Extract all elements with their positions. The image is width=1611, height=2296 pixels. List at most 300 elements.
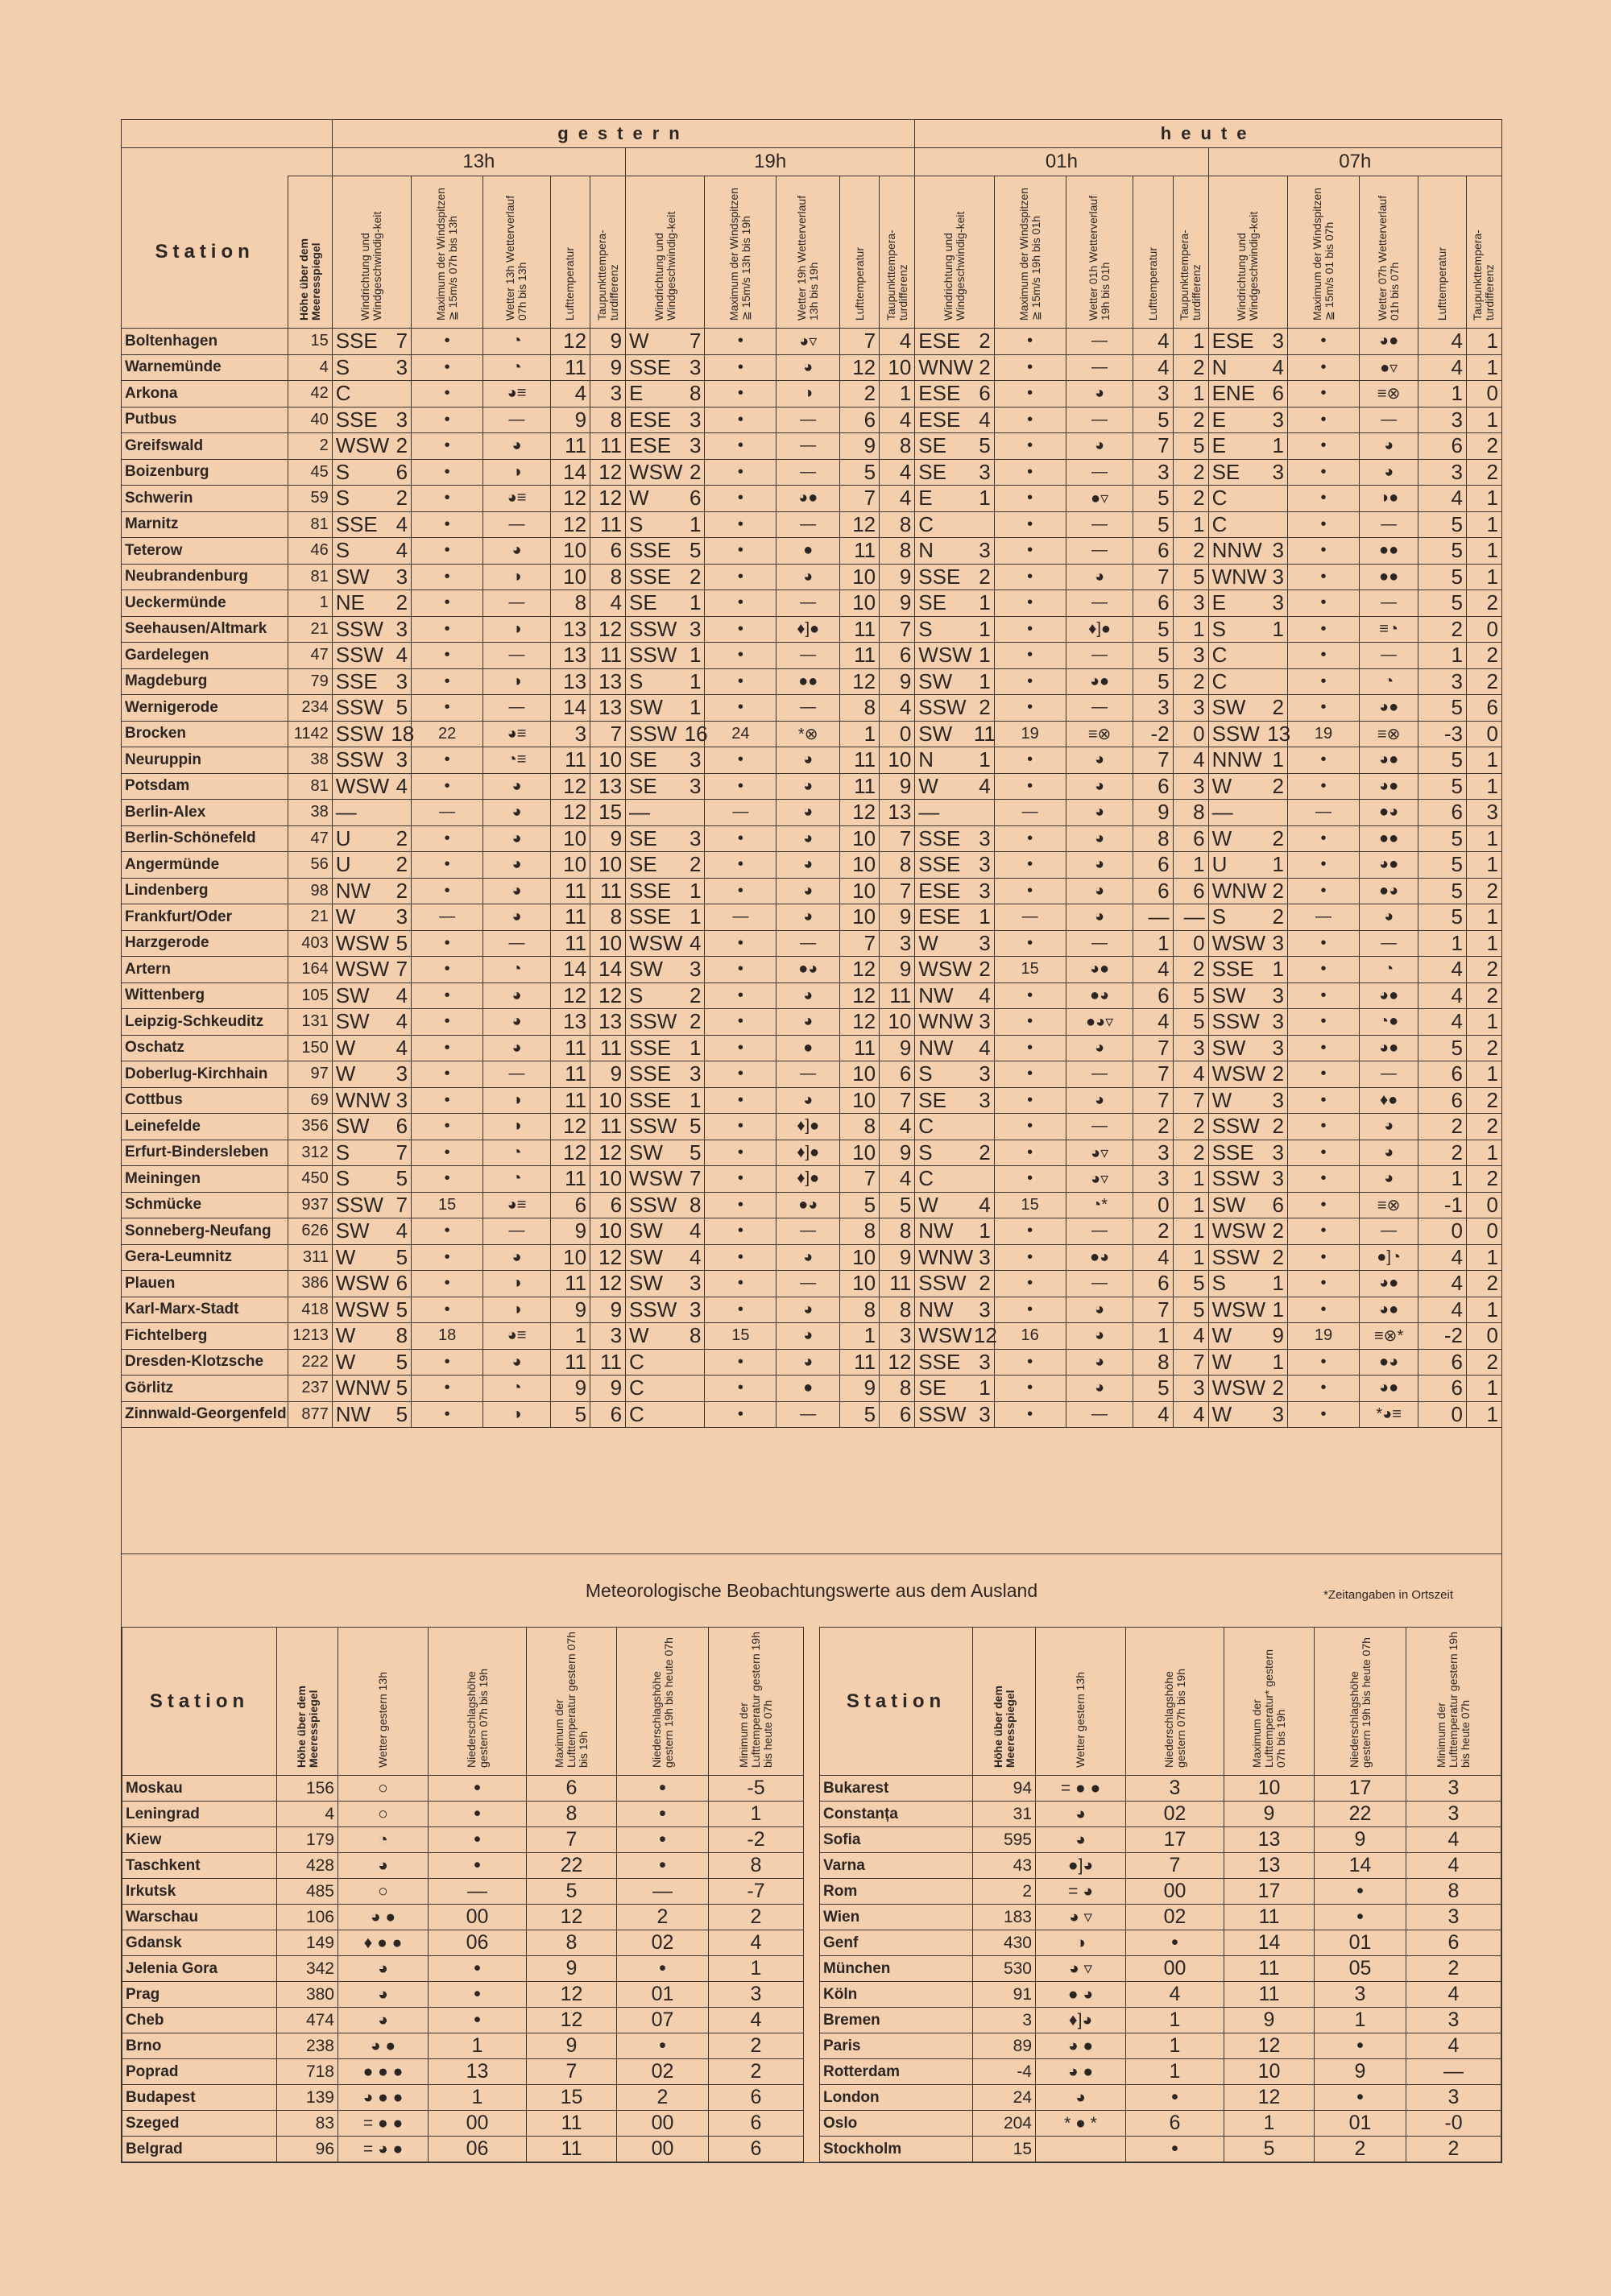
cell-station: Marnitz <box>122 511 288 538</box>
cell-weather-01: — <box>1066 1114 1133 1140</box>
cell-height: 2 <box>973 1879 1036 1905</box>
cell-dew-07: 2 <box>1466 1035 1501 1061</box>
cell-gust-19: • <box>705 643 777 669</box>
cell-precip-day: 1 <box>1126 2008 1224 2033</box>
cell-wind-speed-13: 6 <box>387 1114 411 1140</box>
cell-dew-01: 2 <box>1173 957 1208 983</box>
cell-wind-speed-07: 3 <box>1264 1009 1287 1036</box>
cell-wind-dir-19: SSE <box>626 1061 681 1088</box>
cell-weather-07: ≡⊗ <box>1359 1192 1418 1218</box>
cell-max-temp: 12 <box>1224 2085 1315 2111</box>
cell-temp-13: 9 <box>550 1218 590 1245</box>
dew-19-header: Taupunkttempera-turdifferenz <box>880 176 915 329</box>
cell-gust-07: • <box>1288 878 1360 904</box>
cell-min-temp: -2 <box>709 1827 804 1853</box>
cell-gust-07: • <box>1288 329 1360 355</box>
cell-wind-dir-13: NE <box>332 590 387 617</box>
cell-wind-speed-01: 3 <box>971 930 994 957</box>
cell-precip-day: 00 <box>1126 1879 1224 1905</box>
cell-precip-day: • <box>429 1776 527 1802</box>
cell-weather-13: ◑ <box>483 1087 551 1114</box>
cell-wind-dir-07: WNW <box>1208 564 1264 590</box>
cell-dew-19: 8 <box>880 852 915 879</box>
cell-station: Kiew <box>122 1827 277 1853</box>
cell-wind-speed-07: 2 <box>1264 878 1287 904</box>
cell-weather-19: ♦]● <box>777 616 840 643</box>
cell-wind-speed-13: 7 <box>387 1192 411 1218</box>
header-time-13h: 13h <box>332 148 625 176</box>
cell-dew-19: 4 <box>880 486 915 512</box>
cell-temp-01: 3 <box>1133 381 1173 407</box>
cell-dew-01: — <box>1173 904 1208 931</box>
cell-height: 356 <box>288 1114 332 1140</box>
cell-gust-07: • <box>1288 1087 1360 1114</box>
table-row <box>122 1879 804 1905</box>
cell-wind-speed-13: 5 <box>387 930 411 957</box>
cell-height: 2 <box>288 433 332 460</box>
cell-dew-01: 5 <box>1173 433 1208 460</box>
cell-temp-07: 2 <box>1418 616 1467 643</box>
cell-min-temp: 2 <box>1406 1956 1501 1982</box>
cell-wind-speed-01: 2 <box>971 354 994 381</box>
cell-temp-07: 5 <box>1418 747 1467 774</box>
cell-gust-01: — <box>994 904 1066 931</box>
cell-min-temp: 6 <box>709 2111 804 2137</box>
cell-wind-dir-13: S <box>332 538 387 565</box>
cell-weather-13: ◕ <box>483 878 551 904</box>
cell-wind-speed-19: 5 <box>681 538 705 565</box>
cell-wind-speed-07 <box>1264 668 1287 695</box>
cell-dew-19: 6 <box>880 1401 915 1428</box>
cell-wind-dir-01: SW <box>915 668 971 695</box>
cell-weather-13: ◑ <box>483 1401 551 1428</box>
cell-station: Leinefelde <box>122 1114 288 1140</box>
cell-gust-13: • <box>412 1349 483 1376</box>
cell-weather-01: ◕ <box>1066 1035 1133 1061</box>
table-row <box>122 1297 1502 1323</box>
cell-precip-night: 07 <box>617 2008 709 2033</box>
cell-gust-01: • <box>994 354 1066 381</box>
cell-temp-19: 7 <box>839 1166 879 1193</box>
table-row <box>122 1776 804 1802</box>
cell-gust-01: • <box>994 878 1066 904</box>
cell-temp-01: 7 <box>1133 1035 1173 1061</box>
cell-dew-07: 2 <box>1466 983 1501 1009</box>
cell-wind-dir-07: SW <box>1208 695 1264 722</box>
cell-temp-07: 1 <box>1418 1166 1467 1193</box>
cell-station: Magdeburg <box>122 668 288 695</box>
cell-weather-01: — <box>1066 930 1133 957</box>
cell-weather-13: ◕ <box>483 433 551 460</box>
cell-weather: ◕ <box>338 1982 429 2008</box>
cell-gust-19: • <box>705 1401 777 1428</box>
cell-height: 97 <box>288 1061 332 1088</box>
cell-wind-dir-13: W <box>332 1035 387 1061</box>
cell-dew-19: 8 <box>880 1297 915 1323</box>
cell-wind-speed-01: 3 <box>971 1061 994 1088</box>
cell-weather-19: ◕ <box>777 878 840 904</box>
cell-temp-19: 10 <box>839 852 879 879</box>
cell-gust-19: • <box>705 1244 777 1271</box>
cell-gust-13: • <box>412 825 483 852</box>
cell-wind-dir-13: SSW <box>332 695 387 722</box>
dew-13-header: Taupunkttempera-turdifferenz <box>590 176 626 329</box>
cell-min-temp: 3 <box>709 1982 804 2008</box>
cell-wind-dir-01: ESE <box>915 407 971 433</box>
cell-wind-speed-07: 3 <box>1264 1401 1287 1428</box>
cell-precip-day: • <box>429 1853 527 1879</box>
cell-min-temp: 4 <box>709 1930 804 1956</box>
cell-dew-19: 9 <box>880 773 915 800</box>
cell-wind-dir-01: SE <box>915 1087 971 1114</box>
cell-temp-19: 9 <box>839 433 879 460</box>
cell-weather-07: — <box>1359 511 1418 538</box>
cell-wind-dir-13: W <box>332 1244 387 1271</box>
cell-gust-07: • <box>1288 1114 1360 1140</box>
table-row <box>122 668 1502 695</box>
cell-dew-19: 7 <box>880 616 915 643</box>
cell-wind-dir-19: SSW <box>626 721 681 747</box>
cell-temp-07: -2 <box>1418 1323 1467 1350</box>
cell-dew-19: 9 <box>880 564 915 590</box>
cell-wind-speed-01: 1 <box>971 747 994 774</box>
cell-dew-01: 2 <box>1173 407 1208 433</box>
cell-temp-01: 4 <box>1133 1009 1173 1036</box>
cell-gust-19: • <box>705 983 777 1009</box>
cell-wind-speed-07: 1 <box>1264 747 1287 774</box>
cell-wind-dir-01: SE <box>915 433 971 460</box>
cell-height: -4 <box>973 2059 1036 2085</box>
cell-wind-dir-13: WNW <box>332 1087 387 1114</box>
table-row <box>122 1349 1502 1376</box>
cell-dew-01: 1 <box>1173 1166 1208 1193</box>
cell-wind-dir-13: SSW <box>332 1192 387 1218</box>
cell-height: 38 <box>288 747 332 774</box>
cell-max-temp: 6 <box>527 1776 617 1802</box>
foreign-left-height-header: Höhe über dem Meeresspiegel <box>277 1628 338 1776</box>
cell-dew-19: 6 <box>880 1061 915 1088</box>
foreign-title-bar <box>121 1553 1502 1627</box>
cell-temp-01: 1 <box>1133 1323 1173 1350</box>
temp-13-header: Lufttemperatur <box>550 176 590 329</box>
cell-station: München <box>820 1956 973 1982</box>
cell-wind-speed-01: 5 <box>971 433 994 460</box>
cell-wind-dir-01: NW <box>915 1297 971 1323</box>
cell-wind-speed-07 <box>1264 643 1287 669</box>
cell-wind-speed-13: 2 <box>387 486 411 512</box>
cell-wind-speed-19: 1 <box>681 1035 705 1061</box>
cell-dew-01: 3 <box>1173 695 1208 722</box>
cell-dew-01: 1 <box>1173 1218 1208 1245</box>
cell-weather-13: — <box>483 590 551 617</box>
cell-weather-07: ●● <box>1359 825 1418 852</box>
cell-temp-01: 6 <box>1133 1271 1173 1297</box>
cell-wind-speed-07: 4 <box>1264 354 1287 381</box>
cell-dew-19: 4 <box>880 407 915 433</box>
cell-weather-19: ◕ <box>777 1244 840 1271</box>
cell-precip-day: 06 <box>429 2137 527 2162</box>
cell-wind-dir-07: C <box>1208 668 1264 695</box>
cell-wind-speed-01 <box>971 1114 994 1140</box>
cell-weather-07: — <box>1359 407 1418 433</box>
foreign-left-station-header: Station <box>122 1628 277 1776</box>
cell-wind-dir-13: SW <box>332 983 387 1009</box>
cell-weather-01: ◕ <box>1066 1349 1133 1376</box>
cell-wind-dir-13: SW <box>332 564 387 590</box>
cell-temp-07: -3 <box>1418 721 1467 747</box>
cell-wind-dir-13: — <box>332 800 387 826</box>
cell-weather-13: ◔≡ <box>483 747 551 774</box>
cell-temp-13: 9 <box>550 407 590 433</box>
cell-min-temp: 6 <box>709 2137 804 2162</box>
cell-gust-19: • <box>705 695 777 722</box>
cell-weather-19: ●● <box>777 668 840 695</box>
cell-weather-13: ◕≡ <box>483 486 551 512</box>
cell-weather-07: ◕ <box>1359 459 1418 486</box>
cell-wind-dir-01: ESE <box>915 904 971 931</box>
cell-weather-19: — <box>777 590 840 617</box>
cell-temp-13: 13 <box>550 668 590 695</box>
cell-precip-day: 7 <box>1126 1853 1224 1879</box>
cell-height: 418 <box>288 1297 332 1323</box>
cell-max-temp: 9 <box>527 2033 617 2059</box>
cell-temp-19: 5 <box>839 459 879 486</box>
cell-gust-19: • <box>705 1192 777 1218</box>
cell-gust-07: • <box>1288 433 1360 460</box>
cell-precip-day: • <box>1126 2085 1224 2111</box>
cell-weather-19: — <box>777 1401 840 1428</box>
cell-weather-13: ◑ <box>483 1114 551 1140</box>
cell-weather: ○ <box>338 1802 429 1827</box>
cell-wind-speed-07: 1 <box>1264 852 1287 879</box>
cell-weather-07: ◔ <box>1359 957 1418 983</box>
cell-gust-07: • <box>1288 1192 1360 1218</box>
cell-min-temp: 4 <box>1406 1982 1501 2008</box>
table-row <box>122 1982 804 2008</box>
cell-temp-07: 1 <box>1418 643 1467 669</box>
cell-temp-01: 3 <box>1133 695 1173 722</box>
cell-temp-13: 10 <box>550 1244 590 1271</box>
cell-wind-speed-01: 3 <box>971 538 994 565</box>
cell-wind-speed-19 <box>681 1401 705 1428</box>
table-row <box>122 1956 804 1982</box>
cell-weather-19: ◕ <box>777 1297 840 1323</box>
cell-gust-19: • <box>705 329 777 355</box>
cell-dew-13: 3 <box>590 381 626 407</box>
cell-height: 626 <box>288 1218 332 1245</box>
cell-height: 150 <box>288 1035 332 1061</box>
cell-gust-01: • <box>994 616 1066 643</box>
cell-temp-13: 10 <box>550 564 590 590</box>
cell-dew-13: 11 <box>590 878 626 904</box>
cell-temp-01: 4 <box>1133 957 1173 983</box>
cell-dew-01: 1 <box>1173 852 1208 879</box>
cell-wind-speed-13: 3 <box>387 616 411 643</box>
cell-gust-13: • <box>412 1061 483 1088</box>
cell-temp-01: 5 <box>1133 1376 1173 1402</box>
cell-wind-speed-01 <box>971 1166 994 1193</box>
cell-temp-07: 0 <box>1418 1218 1467 1245</box>
foreign-left-precip-day-header: Niederschlagshöhe gestern 07h bis 19h <box>429 1628 527 1776</box>
cell-dew-13: 9 <box>590 1061 626 1088</box>
cell-gust-19: — <box>705 800 777 826</box>
domestic-rows <box>122 329 1502 1428</box>
cell-dew-01: 1 <box>1173 616 1208 643</box>
cell-dew-13: 10 <box>590 930 626 957</box>
cell-weather-01: — <box>1066 1061 1133 1088</box>
cell-wind-dir-01: SSW <box>915 695 971 722</box>
cell-gust-13: • <box>412 1140 483 1166</box>
cell-dew-19: 4 <box>880 1166 915 1193</box>
cell-temp-19: 1 <box>839 1323 879 1350</box>
cell-wind-speed-07: 6 <box>1264 381 1287 407</box>
cell-dew-01: 0 <box>1173 721 1208 747</box>
cell-gust-01: • <box>994 1061 1066 1088</box>
cell-dew-13: 6 <box>590 1401 626 1428</box>
cell-wind-speed-19: 3 <box>681 407 705 433</box>
cell-wind-dir-01: ESE <box>915 329 971 355</box>
cell-wind-speed-19: 3 <box>681 1271 705 1297</box>
weather-19-header: Wetter 19h Wetterverlauf 13h bis 19h <box>777 176 840 329</box>
cell-weather-01: ◕ <box>1066 825 1133 852</box>
cell-temp-19: 12 <box>839 957 879 983</box>
cell-wind-dir-13: SSE <box>332 511 387 538</box>
cell-dew-07: 2 <box>1466 459 1501 486</box>
cell-dew-19: 8 <box>880 1218 915 1245</box>
cell-weather: ◕ <box>338 2008 429 2033</box>
cell-temp-01: 4 <box>1133 329 1173 355</box>
cell-station: Gdansk <box>122 1930 277 1956</box>
cell-gust-13: — <box>412 800 483 826</box>
cell-station: Belgrad <box>122 2137 277 2162</box>
cell-wind-speed-01: 4 <box>971 1035 994 1061</box>
cell-wind-dir-07: S <box>1208 616 1264 643</box>
cell-gust-13: • <box>412 564 483 590</box>
cell-dew-19: 13 <box>880 800 915 826</box>
weather-01-header: Wetter 01h Wetterverlauf 19h bis 01h <box>1066 176 1133 329</box>
cell-weather-01: ◕ <box>1066 433 1133 460</box>
cell-wind-speed-01: 3 <box>971 1244 994 1271</box>
table-row <box>122 1218 1502 1245</box>
cell-station: Taschkent <box>122 1853 277 1879</box>
cell-weather: = ● ● <box>338 2111 429 2137</box>
cell-station: Lindenberg <box>122 878 288 904</box>
cell-weather-13: — <box>483 643 551 669</box>
cell-temp-07: 1 <box>1418 930 1467 957</box>
cell-dew-13: 10 <box>590 852 626 879</box>
cell-wind-speed-13: 2 <box>387 433 411 460</box>
cell-precip-day: • <box>1126 1930 1224 1956</box>
cell-weather: ♦ ● ● <box>338 1930 429 1956</box>
cell-station: Teterow <box>122 538 288 565</box>
cell-gust-01: • <box>994 1009 1066 1036</box>
cell-gust-19: • <box>705 1061 777 1088</box>
cell-temp-01: 7 <box>1133 1087 1173 1114</box>
table-row <box>122 904 1502 931</box>
cell-temp-07: 5 <box>1418 1035 1467 1061</box>
header-time-01h: 01h <box>915 148 1208 176</box>
cell-weather-01: ◕▿ <box>1066 1166 1133 1193</box>
table-row <box>122 983 1502 1009</box>
cell-weather-01: — <box>1066 354 1133 381</box>
cell-weather-19: — <box>777 459 840 486</box>
cell-dew-07: 1 <box>1466 825 1501 852</box>
cell-dew-13: 10 <box>590 1087 626 1114</box>
cell-wind-dir-13: WSW <box>332 930 387 957</box>
cell-gust-01: • <box>994 486 1066 512</box>
cell-weather-07: ◕● <box>1359 695 1418 722</box>
cell-weather: = ● ● <box>1036 1776 1126 1802</box>
cell-dew-01: 5 <box>1173 983 1208 1009</box>
cell-wind-dir-19: SW <box>626 1244 681 1271</box>
cell-dew-07: 2 <box>1466 1114 1501 1140</box>
cell-dew-13: 3 <box>590 1323 626 1350</box>
cell-temp-07: 6 <box>1418 1061 1467 1088</box>
cell-wind-speed-19: 7 <box>681 1166 705 1193</box>
wind-01-header: Windrichtung und Windgeschwindig-keit <box>915 176 994 329</box>
cell-wind-dir-13: S <box>332 486 387 512</box>
cell-temp-01: 7 <box>1133 1061 1173 1088</box>
cell-precip-night: 2 <box>617 1905 709 1930</box>
cell-wind-speed-01: 3 <box>971 1401 994 1428</box>
cell-weather: ♦]◕ <box>1036 2008 1126 2033</box>
cell-gust-01: • <box>994 825 1066 852</box>
cell-dew-13: 9 <box>590 354 626 381</box>
cell-temp-13: 9 <box>550 1297 590 1323</box>
cell-temp-13: 9 <box>550 1376 590 1402</box>
cell-precip-day: 17 <box>1126 1827 1224 1853</box>
cell-wind-dir-07: E <box>1208 590 1264 617</box>
cell-station: Schmücke <box>122 1192 288 1218</box>
cell-wind-speed-13 <box>387 800 411 826</box>
cell-temp-13: 12 <box>550 486 590 512</box>
cell-weather-19: ● <box>777 1376 840 1402</box>
cell-wind-speed-01: 3 <box>971 1349 994 1376</box>
cell-dew-01: 2 <box>1173 1114 1208 1140</box>
cell-weather-13: — <box>483 1218 551 1245</box>
cell-wind-speed-07: 3 <box>1264 983 1287 1009</box>
cell-gust-07: • <box>1288 486 1360 512</box>
cell-gust-07: • <box>1288 1218 1360 1245</box>
cell-max-temp: 13 <box>1224 1853 1315 1879</box>
cell-wind-speed-13: 6 <box>387 1271 411 1297</box>
cell-weather-01: ●◕▿ <box>1066 1009 1133 1036</box>
cell-dew-19: 11 <box>880 1271 915 1297</box>
cell-max-temp: 11 <box>1224 1982 1315 2008</box>
header-time-19h: 19h <box>626 148 915 176</box>
cell-wind-speed-13: 3 <box>387 564 411 590</box>
table-row <box>122 329 1502 355</box>
cell-wind-dir-13: SSW <box>332 616 387 643</box>
cell-dew-07: 1 <box>1466 329 1501 355</box>
cell-station: Ueckermünde <box>122 590 288 617</box>
cell-wind-speed-19: 3 <box>681 1297 705 1323</box>
cell-station: Moskau <box>122 1776 277 1802</box>
cell-height: 4 <box>288 354 332 381</box>
temp-19-header: Lufttemperatur <box>839 176 879 329</box>
cell-weather-07: — <box>1359 590 1418 617</box>
cell-height: 139 <box>277 2085 338 2111</box>
cell-weather-01: ≡⊗ <box>1066 721 1133 747</box>
cell-station: Schwerin <box>122 486 288 512</box>
cell-dew-13: 13 <box>590 773 626 800</box>
table-row <box>122 1802 804 1827</box>
cell-wind-speed-01: 6 <box>971 381 994 407</box>
cell-wind-dir-07: WSW <box>1208 1376 1264 1402</box>
cell-gust-01: • <box>994 1140 1066 1166</box>
cell-dew-07: 1 <box>1466 564 1501 590</box>
cell-temp-01: 7 <box>1133 747 1173 774</box>
